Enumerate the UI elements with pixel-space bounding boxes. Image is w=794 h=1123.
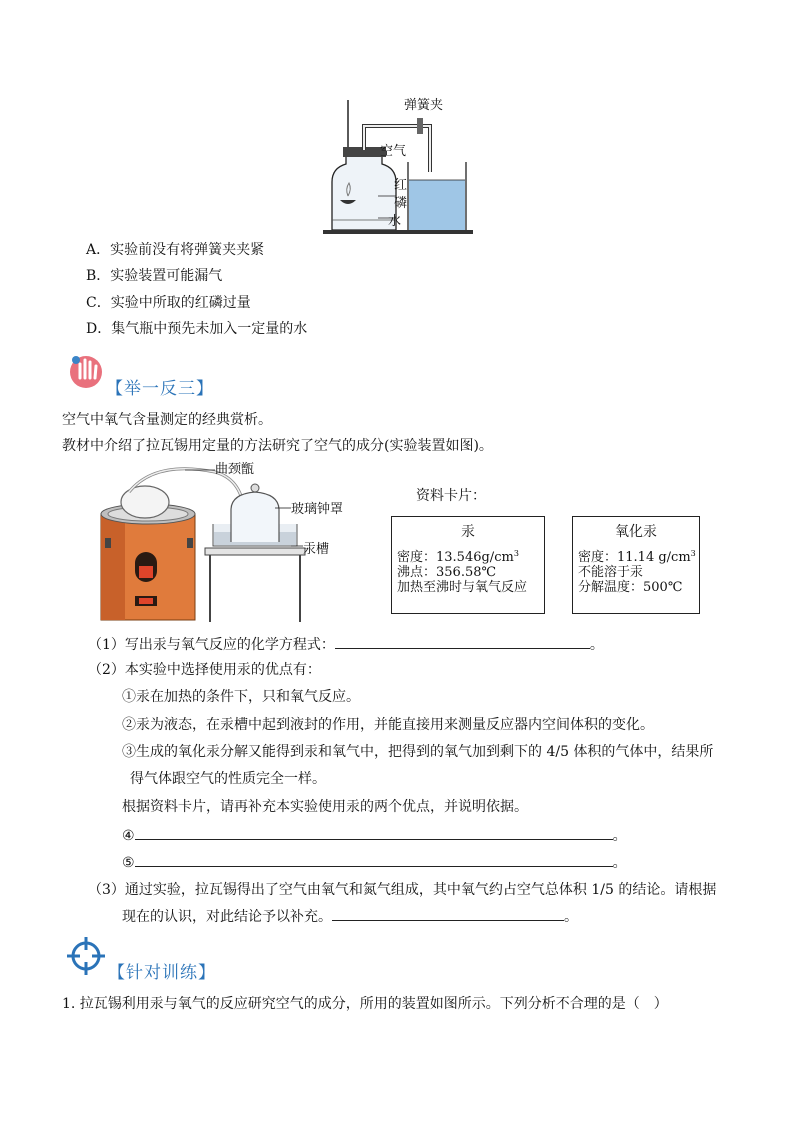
question-2: （2）本实验中选择使用汞的优点有： bbox=[88, 662, 321, 678]
section-title-practice: 【举一反三】 bbox=[106, 379, 214, 399]
option-text: 实验中所取的红磷过量 bbox=[110, 295, 251, 311]
phosphorus-label: 磷 bbox=[394, 196, 408, 211]
red-label: 红 bbox=[394, 178, 408, 193]
retort-label: 曲颈甑 bbox=[215, 462, 255, 477]
option-text: 实验前没有将弹簧夹夹紧 bbox=[110, 242, 265, 258]
phosphorus-apparatus-drawing bbox=[318, 92, 488, 237]
section-title-training: 【针对训练】 bbox=[108, 963, 216, 983]
intro-line-2: 教材中介绍了拉瓦锡用定量的方法研究了空气的成分(实验装置如图)。 bbox=[62, 438, 493, 454]
option-letter: D． bbox=[86, 321, 112, 337]
q2-blank-5-row bbox=[122, 852, 627, 873]
question-1 bbox=[88, 634, 604, 655]
circled-4: ④ bbox=[122, 828, 135, 844]
blank-4-end: 。 bbox=[612, 828, 627, 844]
option-letter: A． bbox=[86, 242, 111, 258]
phosphorus-apparatus-figure bbox=[318, 92, 488, 237]
oxide-decomposition-temp: 分解温度：500℃ bbox=[578, 580, 683, 595]
data-card-header: 资料卡片： bbox=[416, 488, 486, 504]
mercury-oxide-card bbox=[572, 516, 700, 614]
blank-5-end: 。 bbox=[612, 855, 627, 871]
option-text: 实验装置可能漏气 bbox=[110, 268, 223, 284]
mercury-reaction-note: 加热至沸时与氧气反应 bbox=[397, 580, 528, 595]
trough-label: 汞槽 bbox=[303, 542, 330, 557]
question-1-end: 。 bbox=[589, 637, 604, 653]
option-letter: C． bbox=[86, 295, 111, 311]
answer-blank-5[interactable] bbox=[135, 852, 613, 867]
oxide-solubility: 不能溶于汞 bbox=[578, 565, 644, 580]
clamp-label: 弹簧夹 bbox=[404, 98, 444, 113]
oxide-density: 密度：11.14 $g/cm^3$ bbox=[578, 549, 696, 565]
answer-blank-q3[interactable] bbox=[332, 906, 564, 921]
q2-blank-4-row bbox=[122, 825, 627, 846]
option-b bbox=[86, 266, 222, 286]
question-3-line-1: （3）通过实验，拉瓦锡得出了空气由氧气和氮气组成，其中氧气约占空气总体积 1/5 的结论。请根据 bbox=[88, 882, 717, 898]
option-letter: B． bbox=[86, 268, 111, 284]
target-icon bbox=[66, 936, 106, 976]
option-a bbox=[86, 240, 264, 260]
option-d bbox=[86, 319, 307, 339]
lavoisier-apparatus-drawing bbox=[95, 462, 395, 624]
q2-item-3-cont: 得气体跟空气的性质完全一样。 bbox=[130, 771, 326, 787]
mercury-oxide-card-title: 氧化汞 bbox=[615, 524, 657, 540]
answer-blank-4[interactable] bbox=[135, 825, 613, 840]
question-3-end: 。 bbox=[564, 909, 578, 925]
intro-line-1: 空气中氧气含量测定的经典赏析。 bbox=[62, 412, 272, 428]
q2-item-1: ①汞在加热的条件下，只和氧气反应。 bbox=[122, 689, 360, 705]
air-label: 空气 bbox=[380, 144, 407, 159]
circled-5: ⑤ bbox=[122, 855, 135, 871]
q2-item-2: ②汞为液态，在汞槽中起到液封的作用，并能直接用来测量反应器内空间体积的变化。 bbox=[122, 717, 654, 733]
water-label: 水 bbox=[388, 214, 402, 229]
answer-blank-equation[interactable] bbox=[335, 634, 590, 649]
hand-icon bbox=[66, 350, 108, 390]
option-text: 集气瓶中预先未加入一定量的水 bbox=[111, 321, 308, 337]
question-3-line-2 bbox=[122, 906, 578, 927]
mercury-card-title: 汞 bbox=[461, 524, 475, 540]
bell-jar-label: 玻璃钟罩 bbox=[291, 502, 344, 517]
q2-item-3: ③生成的氧化汞分解又能得到汞和氧气中，把得到的氧气加到剩下的 4/5 体积的气体中，结果所 bbox=[122, 744, 714, 760]
question-1-text: （1）写出汞与氧气反应的化学方程式： bbox=[88, 637, 335, 653]
q2-prompt: 根据资料卡片，请再补充本实验使用汞的两个优点，并说明依据。 bbox=[122, 799, 528, 815]
question-3-text: 现在的认识，对此结论予以补充。 bbox=[122, 909, 332, 925]
option-c bbox=[86, 293, 251, 313]
problem-1: 1. 拉瓦锡利用汞与氧气的反应研究空气的成分，所用的装置如图所示。下列分析不合理的是（ ） bbox=[62, 996, 668, 1012]
mercury-card bbox=[391, 516, 545, 614]
lavoisier-apparatus-figure bbox=[95, 462, 395, 624]
mercury-boiling-point: 沸点：356.58℃ bbox=[397, 565, 497, 580]
mercury-density: 密度：$13.546g/cm^3$ bbox=[397, 549, 519, 565]
